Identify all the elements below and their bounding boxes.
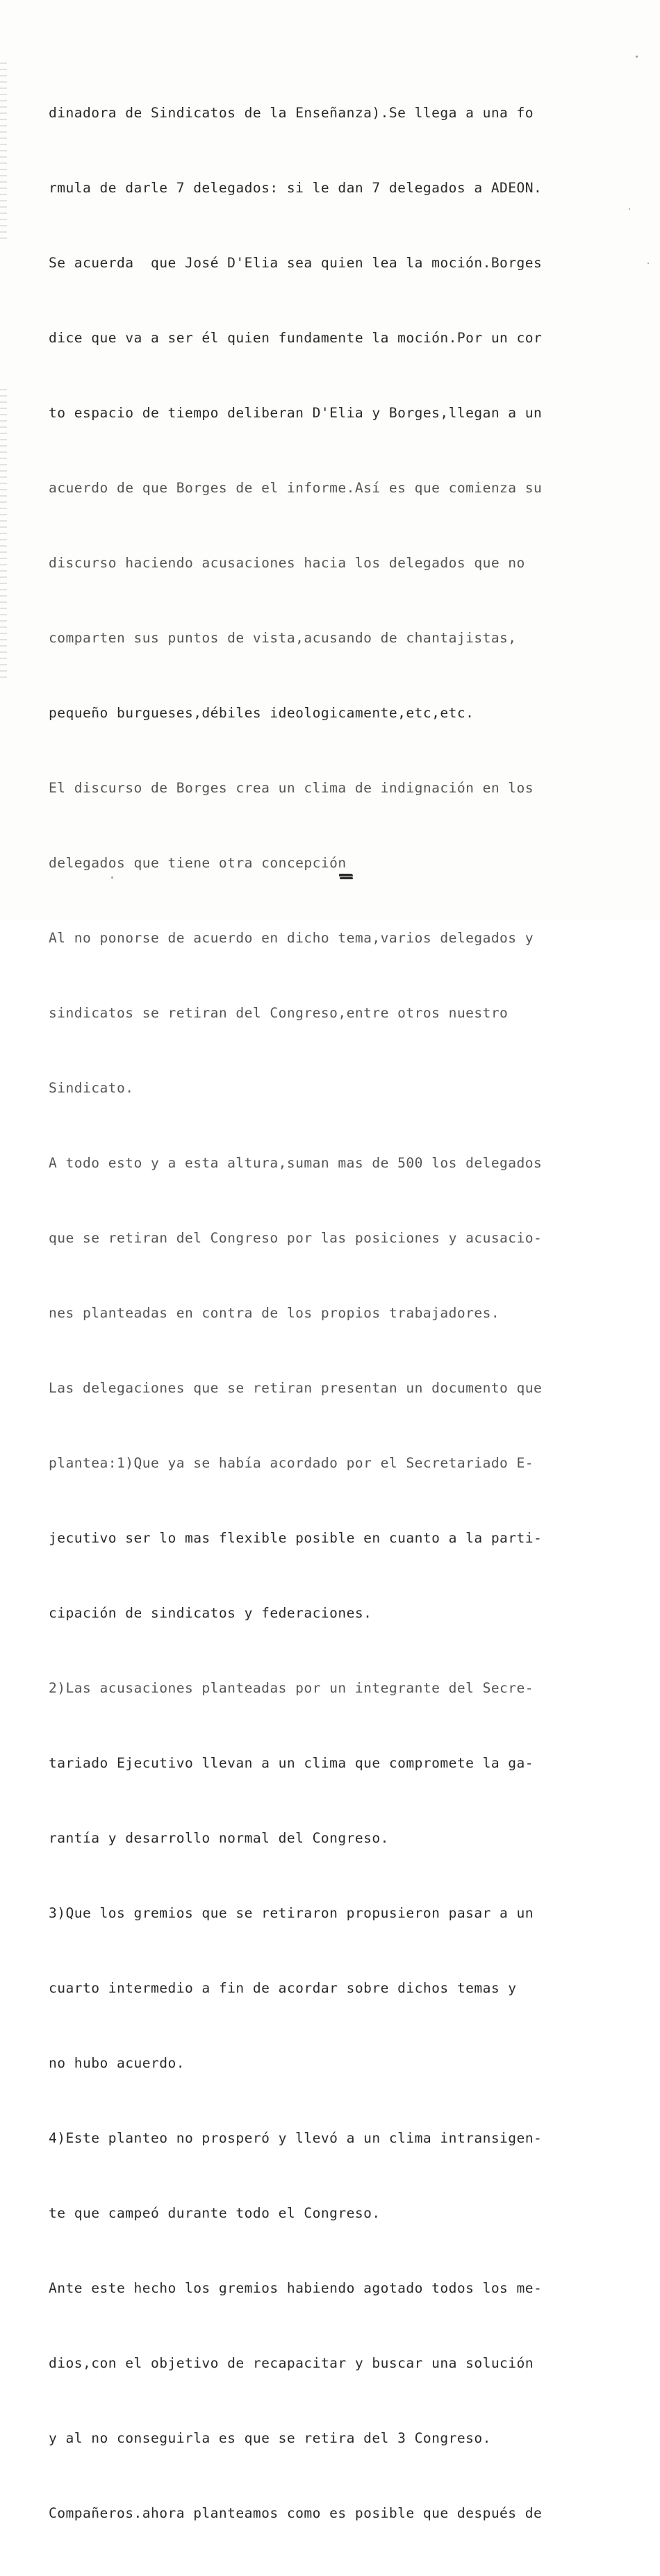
- text-line: discurso haciendo acusaciones hacia los delegados que no: [49, 555, 525, 571]
- text-line: dios,con el objetivo de recapacitar y buscar una solución: [49, 2355, 534, 2371]
- text-line: 2)Las acusaciones planteadas por un integrante del Secre-: [49, 1680, 534, 1696]
- text-line: Ante este hecho los gremios habiendo agotado todos los me-: [49, 2280, 543, 2296]
- text-line: Al no ponorse de acuerdo en dicho tema,varios delegados y: [49, 930, 534, 946]
- text-line: que se retiran del Congreso por las posiciones y acusacio-: [49, 1230, 543, 1246]
- text-line: El discurso de Borges crea un clima de indignación en los: [49, 780, 534, 796]
- body-text: [49, 51, 632, 2576]
- text-line: acuerdo de que Borges de el informe.Así es que comienza su: [49, 480, 543, 496]
- text-line: sindicatos se retiran del Congreso,entre otros nuestro: [49, 1005, 509, 1021]
- text-line: Sindicato.: [49, 1080, 134, 1096]
- text-line: rmula de darle 7 delegados: si le dan 7 delegados a ADEON.: [49, 180, 543, 196]
- text-line: comparten sus puntos de vista,acusando de chantajistas,: [49, 630, 517, 646]
- page-number-mark: [339, 872, 354, 881]
- text-line: delegados que tiene otra concepción: [49, 855, 347, 871]
- text-line: dinadora de Sindicatos de la Enseñanza).Se llega a una fo: [49, 105, 534, 121]
- text-line: nes planteadas en contra de los propios trabajadores.: [49, 1305, 500, 1321]
- text-line: Se acuerda que José D'Elia sea quien lea la moción.Borges: [49, 255, 543, 271]
- scan-speck: [647, 263, 649, 264]
- text-line: jecutivo ser lo mas flexible posible en cuanto a la parti-: [49, 1530, 543, 1546]
- text-line: Las delegaciones que se retiran presentan un documento que: [49, 1380, 543, 1396]
- text-line: Compañeros.ahora planteamos como es posible que después de: [49, 2505, 543, 2521]
- text-line: rantía y desarrollo normal del Congreso.: [49, 1830, 389, 1846]
- scan-edge-noise: [0, 63, 7, 243]
- text-line: te que campeó durante todo el Congreso.: [49, 2205, 381, 2221]
- text-line: 4)Este planteo no prosperó y llevó a un clima intransigen-: [49, 2130, 543, 2146]
- text-line: cuarto intermedio a fin de acordar sobre dichos temas y: [49, 1980, 517, 1996]
- text-line: cipación de sindicatos y federaciones.: [49, 1605, 372, 1621]
- text-line: dice que va a ser él quien fundamente la moción.Por un cor: [49, 330, 543, 346]
- scan-speck: [636, 56, 638, 58]
- text-line: pequeño burgueses,débiles ideologicamente,etc,etc.: [49, 705, 475, 721]
- text-line: y al no conseguirla es que se retira del 3 Congreso.: [49, 2430, 491, 2446]
- text-line: no hubo acuerdo.: [49, 2055, 185, 2071]
- text-line: tariado Ejecutivo llevan a un clima que compromete la ga-: [49, 1755, 534, 1771]
- text-line: to espacio de tiempo deliberan D'Elia y Borges,llegan a un: [49, 405, 543, 421]
- scan-edge-noise: [0, 389, 7, 681]
- text-line: 3)Que los gremios que se retiraron propusieron pasar a un: [49, 1905, 534, 1921]
- text-line: A todo esto y a esta altura,suman mas de 500 los delegados: [49, 1155, 543, 1171]
- text-line: plantea:1)Que ya se había acordado por el Secretariado E-: [49, 1455, 534, 1471]
